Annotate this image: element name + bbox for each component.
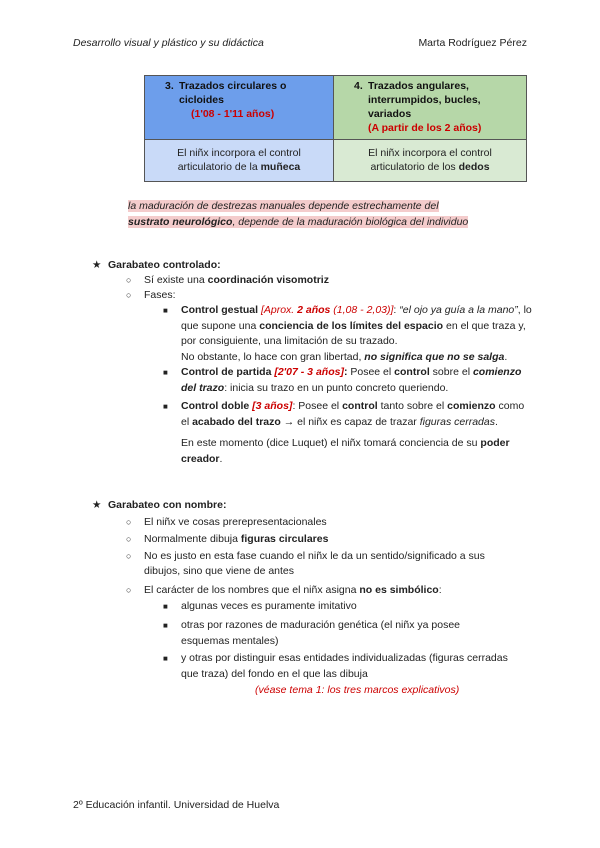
list-item: ○ No es justo en esta fase cuando el niñx le da un sentido/significado a sus: [126, 550, 485, 562]
list-item: ■ otras por razones de maduración genética (el niñx ya posee esquemas mentales): [163, 619, 460, 647]
phase-control-doble: ■ Control doble [3 años]: Posee el control tanto sobre el comienzo como el acabado del trazo → el niñx es capaz de trazar figuras cerradas. En este momento (dice Luquet) el niñx tomará conciencia de su poder creador.: [163, 400, 525, 465]
list-item: ○ El carácter de los nombres que el niñx asigna no es simbólico:: [126, 584, 442, 596]
highlighted-note: la maduración de destrezas manuales depende estrechamente del sustrato neurológico, depende de la maduración biológica del individuo: [128, 200, 469, 228]
list-item: ○ Normalmente dibuja figuras circulares: [126, 533, 329, 545]
stage-4-header: 4. Trazados angulares, interrumpidos, bucles, variados (A partir de los 2 años): [334, 76, 527, 140]
square-bullet-icon: ■: [163, 402, 168, 411]
section-garabateo-con-nombre: ★ Garabateo con nombre:: [92, 499, 227, 511]
star-bullet-icon: ★: [92, 259, 102, 271]
square-bullet-icon: ■: [163, 368, 168, 377]
star-bullet-icon: ★: [92, 499, 102, 511]
list-item: ○ Fases:: [126, 289, 176, 301]
header-subject: Desarrollo visual y plástico y su didáctica: [73, 37, 264, 49]
stage-4-description: El niñx incorpora el control articulatorio de los dedos: [334, 140, 527, 182]
circle-bullet-icon: ○: [126, 517, 132, 527]
circle-bullet-icon: ○: [126, 275, 132, 285]
footer: 2º Educación infantil. Universidad de Huelva: [73, 799, 280, 811]
square-bullet-icon: ■: [163, 621, 168, 630]
header-author: Marta Rodríguez Pérez: [418, 37, 527, 49]
list-item: ○ El niñx ve cosas prerepresentacionales: [126, 516, 327, 528]
square-bullet-icon: ■: [163, 306, 168, 315]
stage-3-header: 3. Trazados circulares o cicloides (1'08 - 1'11 años): [145, 76, 334, 140]
stage-4-ages: (A partir de los 2 años): [368, 122, 482, 134]
list-item: ■ y otras por distinguir esas entidades individualizadas (figuras cerradas que traza) del fondo en el que las dibuja: [163, 652, 508, 680]
square-bullet-icon: ■: [163, 654, 168, 663]
phase-control-gestual: ■ Control gestual [Aprox. 2 años (1,08 - 2,03)]: “el ojo ya guía a la mano”, lo que supone una conciencia de los límites del espacio en el que traza y, por consiguiente, una limitación de su trazado. No obstante, lo hace con gran libertad, no significa que no se salga.: [163, 304, 532, 363]
list-item: ■ algunas veces es puramente imitativo: [163, 599, 533, 615]
circle-bullet-icon: ○: [126, 290, 132, 300]
circle-bullet-icon: ○: [126, 534, 132, 544]
circle-bullet-icon: ○: [126, 585, 132, 595]
stages-table: [144, 75, 527, 182]
stage-3-description: El niñx incorpora el control articulatorio de la muñeca: [145, 140, 334, 182]
section-garabateo-controlado: ★ Garabateo controlado:: [92, 259, 221, 271]
stage-3-ages: (1'08 - 1'11 años): [191, 108, 275, 120]
circle-bullet-icon: ○: [126, 551, 132, 561]
list-item: ○ Sí existe una coordinación visomotriz: [126, 274, 329, 286]
reference-note: (véase tema 1: los tres marcos explicativos): [255, 684, 460, 696]
square-bullet-icon: ■: [163, 602, 168, 611]
phase-control-partida: ■ Control de partida [2'07 - 3 años]: Posee el control sobre el comienzo del trazo: inicia su trazo en un punto concreto queriendo.: [163, 366, 522, 394]
